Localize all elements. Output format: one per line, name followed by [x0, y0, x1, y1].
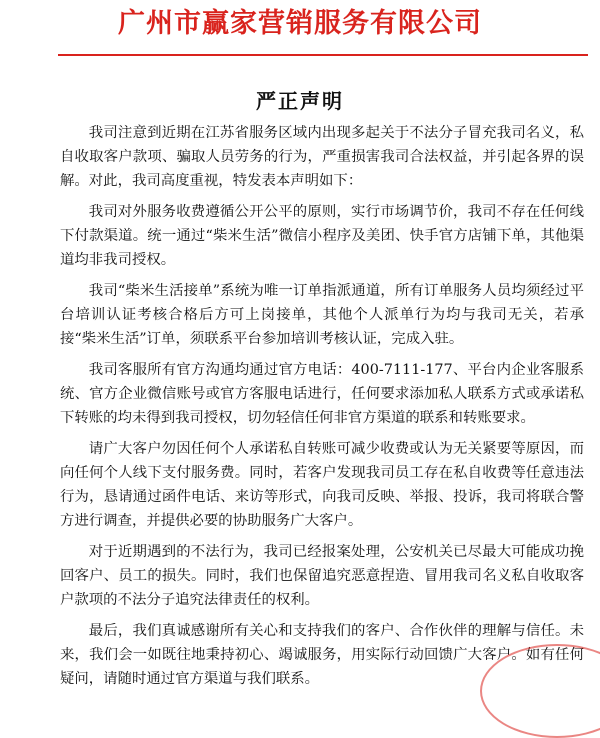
company-name: 广州市赢家营销服务有限公司 — [118, 8, 482, 39]
letterhead-divider — [58, 54, 588, 56]
paragraph-payment-channels: 我司对外服务收费遵循公开公平的原则，实行市场调节价，我司不存在任何线下付款渠道。统一通过“柴米生活”微信小程序及美团、快手官方店铺下单，其他渠道均非我司授权。 — [60, 204, 584, 268]
paragraph-legal-action: 对于近期遇到的不法行为，我司已经报案处理，公安机关已尽最大可能成功挽回客户、员工的损失。同时，我们也保留追究恶意捏造、冒用我司名义私自收取客户款项的不法分子追究法律责任的权利。 — [60, 544, 584, 608]
document-title: 严正声明 — [256, 89, 344, 113]
paragraph-intro: 我司注意到近期在江苏省服务区域内出现多起关于不法分子冒充我司名义，私自收取客户款项、骗取人员劳务的行为，严重损害我司合法权益，并引起各界的误解。对此，我司高度重视，特发表本声明如下： — [60, 125, 584, 189]
document-body — [60, 121, 584, 698]
paragraph-official-contact: 我司客服所有官方沟通均通过官方电话：400-7111-177、平台内企业客服系统、官方企业微信账号或官方客服电话进行，任何要求添加私人联系方式或承诺私下转账的均未得到我司授权，切勿轻信任何非官方渠道的联系和转账要求。 — [60, 362, 584, 426]
letterhead — [0, 6, 600, 42]
paragraph-order-system: 我司“柴米生活接单”系统为唯一订单指派通道，所有订单服务人员均须经过平台培训认证考核合格后方可上岗接单，其他个人派单行为均与我司无关，若承接“柴米生活”订单，须联系平台参加培训考核认证，完成入驻。 — [60, 283, 584, 347]
paragraph-customer-advice: 请广大客户勿因任何个人承诺私自转账可减少收费或认为无关紧要等原因，而向任何个人线下支付服务费。同时，若客户发现我司员工存在私自收费等任意违法行为，恳请通过函件电话、来访等形式，向我司反映、举报、投诉，我司将联合警方进行调查，并提供必要的协助服务广大客户。 — [60, 441, 584, 529]
paragraph-closing: 最后，我们真诚感谢所有关心和支持我们的客户、合作伙伴的理解与信任。未来，我们会一如既往地秉持初心、竭诚服务，用实际行动回馈广大客户。如有任何疑问，请随时通过官方渠道与我们联系。 — [60, 623, 584, 687]
